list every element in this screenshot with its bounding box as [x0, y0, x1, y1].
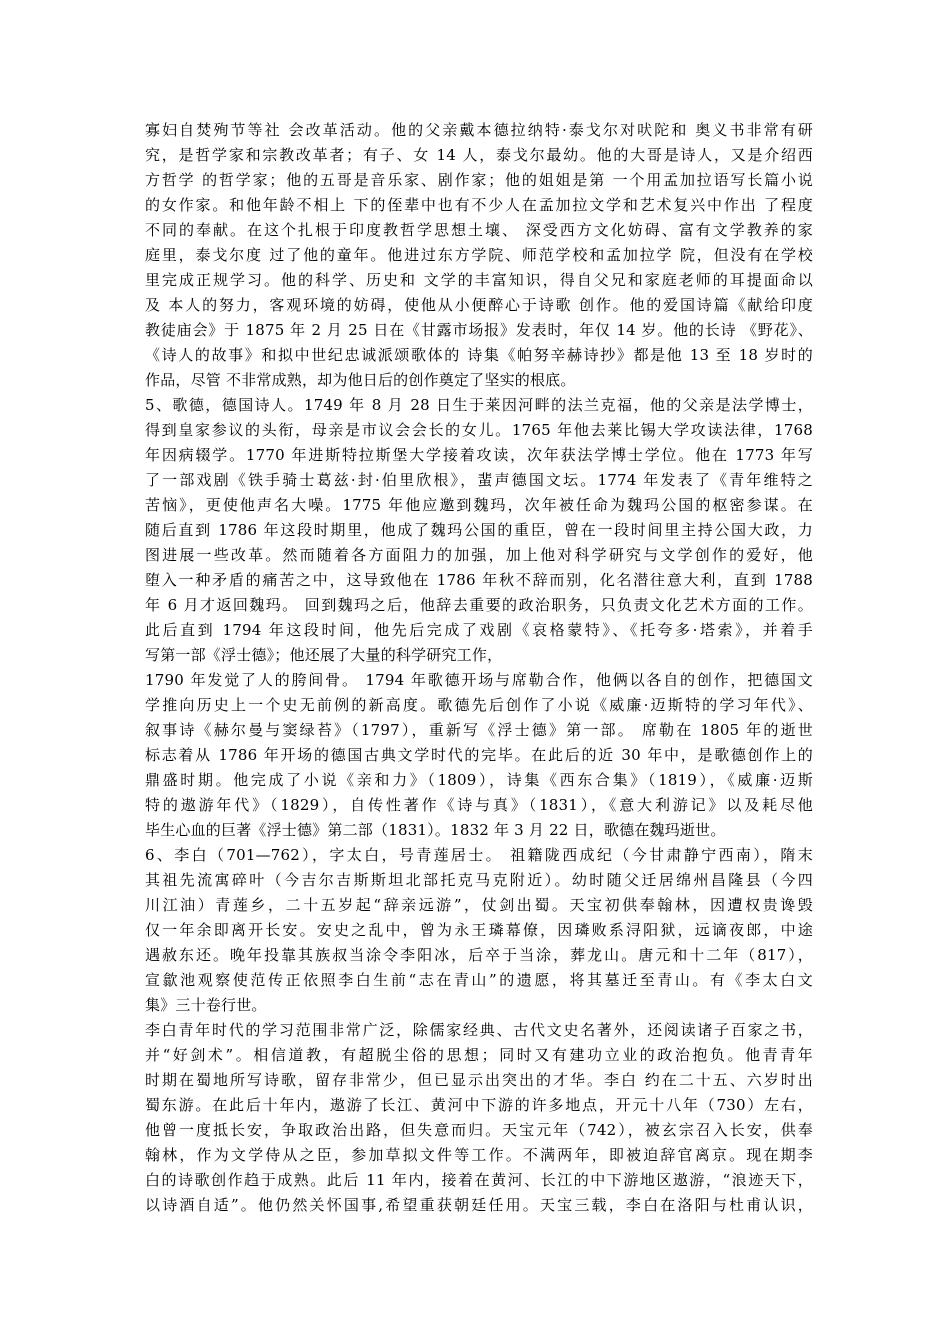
text-line: 庭里，泰戈尔度 过了他的童年。他进过东方学院、师范学校和孟加拉学 院，但没有在学校 — [145, 246, 813, 264]
text-line: 特的遨游年代》（1829），自传性著作《诗与真》（1831），《意大利游记》以及耗尽他 — [145, 796, 813, 814]
text-line: 毕生心血的巨著《浮士德》第二部（1831）。1832 年 3 月 22 日，歌德在魏玛逝世。 — [145, 821, 726, 839]
text-line: 苦恼》，更使他声名大噪。1775 年他应邀到魏玛，次年被任命为魏玛公国的枢密参谋。在 — [145, 496, 813, 514]
text-line: 仅一年余即离开长安。安史之乱中，曾为永王璘幕僚，因璘败系浔阳狱，远谪夜郎，中途 — [145, 921, 813, 939]
text-line: 并“好剑术”。相信道教，有超脱尘俗的思想；同时又有建功立业的政治抱负。他青青年 — [145, 1046, 813, 1064]
text-line: 以诗酒自适”。他仍然关怀国事,希望重获朝廷任用。天宝三载，李白在洛阳与杜甫认识， — [145, 1196, 813, 1214]
text-line: 宣歙池观察使范传正依照李白生前“志在青山”的遗愿，将其墓迁至青山。有《李太白文 — [145, 971, 813, 989]
text-line: 遇赦东还。晚年投靠其族叔当涂令李阳冰，后卒于当涂，葬龙山。唐元和十二年（817）， — [145, 946, 813, 964]
text-line: 李白青年时代的学习范围非常广泛，除儒家经典、古代文史名著外，还阅读诸子百家之书， — [145, 1021, 813, 1039]
text-line: 《诗人的故事》和拟中世纪忠诚派颂歌体的 诗集《帕努辛赫诗抄》都是他 13 至 18 岁时的 — [145, 346, 813, 364]
text-line: 蜀东游。在此后十年内，遨游了长江、黄河中下游的许多地点，开元十八年（730）左右， — [145, 1096, 813, 1114]
text-line: 究，是哲学家和宗教改革者；有子、女 14 人，泰戈尔最幼。他的大哥是诗人，又是介绍西 — [145, 146, 813, 164]
text-line: 鼎盛时期。他完成了小说《亲和力》（1809），诗集《西东合集》（1819），《威廉·迈斯 — [145, 771, 813, 789]
text-line: 的女作家。和他年龄不相上 下的侄辈中也有不少人在孟加拉文学和艺术复兴中作出 了程度 — [145, 196, 813, 214]
text-line: 作品，尽管 不非常成熟，却为他日后的创作奠定了坚实的根底。 — [145, 371, 576, 389]
text-line: 白的诗歌创作趋于成熟。此后 11 年内，接着在黄河、长江的中下游地区遨游，“浪迹天下， — [145, 1171, 813, 1189]
text-line: 堕入一种矛盾的痛苦之中，这导致他在 1786 年秋不辞而别，化名潜往意大利，直到 1788 — [145, 571, 813, 589]
text-line: 写第一部《浮士德》；他还展了大量的科学研究工作， — [145, 646, 503, 664]
text-line: 翰林，作为文学侍从之臣，参加草拟文件等工作。不满两年，即被迫辞官离京。现在期李 — [145, 1146, 813, 1164]
text-line: 得到皇家参议的头衔，母亲是市议会会长的女儿。1765 年他去莱比锡大学攻读法律，1768 — [145, 421, 813, 439]
text-line: 年 6 月才返回魏玛。 回到魏玛之后，他辞去重要的政治职务，只负责文化艺术方面的工作。 — [145, 596, 813, 614]
text-line: 教徒庙会》于 1875 年 2 月 25 日在《甘露市场报》发表时，年仅 14 岁。他的长诗 《野花》、 — [145, 321, 813, 339]
text-line: 其祖先流寓碎叶（今吉尔吉斯斯坦北部托克马克附近）。幼时随父迁居绵州昌隆县（今四 — [145, 871, 813, 889]
text-line: 此后直到 1794 年这段时间，他先后完成了戏剧《哀格蒙特》、《托夸多·塔索》，并着手 — [145, 621, 813, 639]
text-line: 时期在蜀地所写诗歌，留存非常少，但已显示出突出的才华。李白 约在二十五、六岁时出 — [145, 1071, 813, 1089]
text-line: 寡妇自焚殉节等社 会改革活动。他的父亲戴本德拉纳特·泰戈尔对吠陀和 奥义书非常有研 — [145, 121, 813, 139]
text-line: 叙事诗《赫尔曼与窦绿苔》（1797），重新写《浮士德》第一部。 席勒在 1805 年的逝世 — [145, 721, 813, 739]
text-line: 及 本人的努力，客观环境的妨碍，使他从小便醉心于诗歌 创作。他的爱国诗篇《献给印度 — [145, 296, 813, 314]
text-line: 年因病辍学。1770 年进斯特拉斯堡大学接着攻读，次年获法学博士学位。他在 1773 年写 — [145, 446, 813, 464]
text-line: 他曾一度抵长安，争取政治出路，但失意而归。天宝元年（742），被玄宗召入长安，供奉 — [145, 1121, 813, 1139]
text-line: 图进展一些改革。然而随着各方面阻力的加强，加上他对科学研究与文学创作的爱好，他 — [145, 546, 813, 564]
text-line: 学推向历史上一个史无前例的新高度。歌德先后创作了小说《威廉·迈斯特的学习年代》、 — [145, 696, 813, 714]
text-line: 了一部戏剧《铁手骑士葛兹·封·伯里欣根》，蜚声德国文坛。1774 年发表了《青年维特之 — [145, 471, 813, 489]
text-line: 1790 年发觉了人的胯间骨。 1794 年歌德开场与席勒合作，他俩以各自的创作，把德国文 — [145, 671, 813, 689]
text-line: 5、歌德，德国诗人。1749 年 8 月 28 日生于莱因河畔的法兰克福，他的父亲是法学博士， — [145, 396, 813, 414]
text-line: 方哲学 的哲学家；他的五哥是音乐家、剧作家；他的姐姐是第 一个用孟加拉语写长篇小说 — [145, 171, 813, 189]
text-line: 不同的奉献。在这个扎根于印度教哲学思想土壤、 深受西方文化妨碍、富有文学教养的家 — [145, 221, 813, 239]
text-line: 随后直到 1786 年这段时期里，他成了魏玛公国的重臣，曾在一段时间里主持公国大政，力 — [145, 521, 813, 539]
text-line: 里完成正规学习。他的科学、历史和 文学的丰富知识，得自父兄和家庭老师的耳提面命以 — [145, 271, 813, 289]
text-line: 川江油）青莲乡，二十五岁起“辞亲远游”，仗剑出蜀。天宝初供奉翰林，因遭权贵谗毁 — [145, 896, 813, 914]
text-line: 集》三十卷行世。 — [145, 996, 267, 1014]
text-line: 6、李白（701—762），字太白，号青莲居士。 祖籍陇西成纪（今甘肃静宁西南），隋末 — [145, 846, 813, 864]
text-line: 标志着从 1786 年开场的德国古典文学时代的完毕。在此后的近 30 年中，是歌德创作上的 — [145, 746, 813, 764]
document-body — [145, 118, 813, 1218]
